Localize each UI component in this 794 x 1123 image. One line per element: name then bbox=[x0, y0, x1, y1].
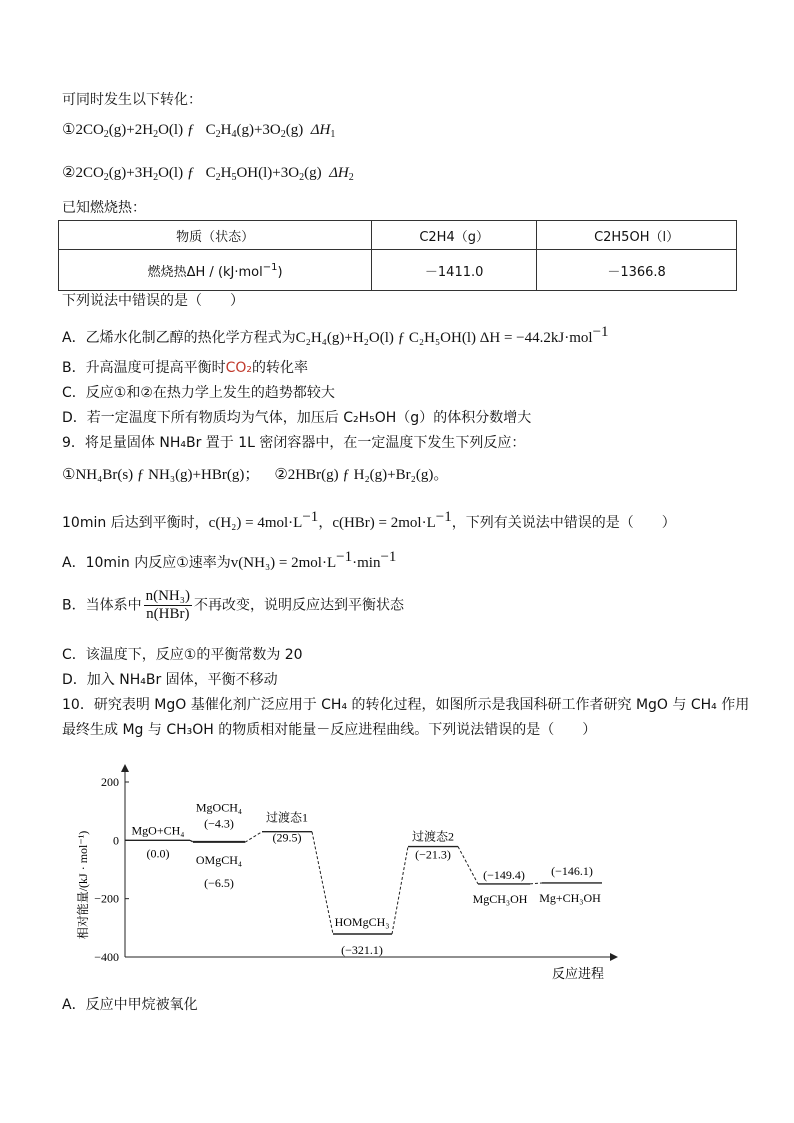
table-header-cell: C2H5OH（l） bbox=[537, 221, 737, 250]
y-tick-label: −400 bbox=[94, 950, 119, 964]
table-cell: －1411.0 bbox=[372, 250, 537, 291]
state-label: MgOCH₄ bbox=[195, 800, 243, 815]
energy-connector bbox=[530, 883, 542, 884]
energy-connector bbox=[392, 847, 408, 934]
state-label: HOMgCH₃ bbox=[334, 914, 390, 929]
q9-option-c: C．该温度下，反应①的平衡常数为 20 bbox=[62, 647, 303, 663]
state-label: OMgCH₄ bbox=[195, 853, 243, 868]
q8-option-d: D．若一定温度下所有物质均为气体，加压后 C₂H₅OH（g）的体积分数增大 bbox=[62, 410, 532, 426]
table-header-cell: C2H4（g） bbox=[372, 221, 537, 250]
reaction-2: $②2CO_2(g)+3H_2O(l)$ ƒ $C_2H_5OH(l)+3O_2(g)$ $\Delta H_2$ bbox=[62, 165, 354, 183]
q8-option-b: B．升高温度可提高平衡时CO₂的转化率 bbox=[62, 360, 309, 376]
q9-option-a: A．10min 内反应①速率为$v(NH_3) = 2mol\cdot L^{-1}\cdot\min^{-1}$ bbox=[62, 549, 397, 571]
y-axis-arrow bbox=[121, 764, 129, 772]
state-value-label: (−21.3) bbox=[415, 847, 451, 862]
q9-stem: 9．将足量固体 NH₄Br 置于 1L 密闭容器中，在一定温度下发生下列反应： bbox=[62, 435, 526, 451]
state-label: MgCH₃OH bbox=[472, 891, 528, 906]
state-label: Mg+CH₃OH bbox=[539, 890, 601, 905]
state-value-label: (−321.1) bbox=[341, 942, 383, 957]
fraction: $\frac{\text{n(NH₃)}}{\text{n(HBr)}}$ bbox=[145, 588, 190, 622]
q10-option-a: A．反应中甲烷被氧化 bbox=[62, 997, 198, 1013]
energy-profile-chart bbox=[0, 760, 794, 1010]
q9-option-b: B．当体系中 $\frac{\text{n(NH₃)}}{\text{n(HBr)}}$ 不再改变，说明反应达到平衡状态 bbox=[62, 588, 404, 622]
table-row bbox=[59, 250, 737, 291]
energy-connector bbox=[190, 840, 193, 841]
table-header-row bbox=[59, 221, 737, 250]
state-value-label: (−149.4) bbox=[483, 867, 525, 882]
q9-conditions: 10min 后达到平衡时，$c(H_2) = 4mol\cdot L^{-1}$，$c(HBr) = 2mol\cdot L^{-1}$，下列有关说法中错误的是（ ） bbox=[62, 509, 676, 531]
intro-text: 可同时发生以下转化： bbox=[62, 92, 202, 108]
q9-option-d: D．加入 NH₄Br 固体，平衡不移动 bbox=[62, 672, 278, 688]
state-label: 过渡态2 bbox=[411, 829, 455, 844]
y-axis-label: 相对能量/(kJ · mol⁻¹) bbox=[76, 830, 90, 940]
q10-stem-line2: 最终生成 Mg 与 CH₃OH 的物质相对能量－反应进程曲线。下列说法错误的是（ ） bbox=[62, 722, 597, 738]
known-heading: 已知燃烧热： bbox=[62, 200, 146, 216]
table-row-label: 燃烧热ΔH / (kJ·mol$^{-1}$) bbox=[59, 250, 372, 291]
q9-equations: ①NH₄Br(s) ƒ NH₃(g)+HBr(g)； ②2HBr(g) ƒ H₂(g)+Br₂(g)。 bbox=[62, 467, 449, 483]
x-axis-arrow bbox=[610, 953, 618, 961]
state-value-label: (−146.1) bbox=[551, 863, 593, 878]
state-value-label: (0.0) bbox=[146, 846, 170, 861]
y-tick-label: 0 bbox=[113, 833, 119, 848]
state-label: 过渡态1 bbox=[265, 810, 309, 825]
x-axis-label: 反应进程 bbox=[552, 966, 605, 981]
state-value-label: (−4.3) bbox=[204, 816, 234, 831]
combustion-heat-table bbox=[58, 220, 737, 291]
y-tick-label: −200 bbox=[94, 891, 119, 906]
q10-stem-line1: 10．研究表明 MgO 基催化剂广泛应用于 CH₄ 的转化过程，如图所示是我国科研工作者研究 MgO 与 CH₄ 作用 bbox=[62, 697, 750, 713]
q8-stem: 下列说法中错误的是（ ） bbox=[62, 293, 244, 309]
energy-connector bbox=[458, 847, 478, 884]
energy-connector bbox=[312, 832, 333, 934]
table-header-cell: 物质（状态） bbox=[59, 221, 372, 250]
table-cell: －1366.8 bbox=[537, 250, 737, 291]
energy-connector bbox=[245, 832, 262, 843]
q8-option-c: C．反应①和②在热力学上发生的趋势都较大 bbox=[62, 385, 335, 401]
state-label: MgO+CH₄ bbox=[131, 823, 185, 838]
reaction-1: $①2CO_2(g)+2H_2O(l)$ ƒ $C_2H_4(g)+3O_2(g)$ $\Delta H_1$ bbox=[62, 122, 336, 140]
state-value-label: (−6.5) bbox=[204, 876, 234, 891]
state-value-label: (29.5) bbox=[272, 830, 302, 845]
q8-option-a: A．乙烯水化制乙醇的热化学方程式为C₂H₄(g)+H₂O(l) ƒ C₂H₅OH(l) ΔH = −44.2kJ·mol$^{-1}$ bbox=[62, 324, 609, 346]
y-tick-label: 200 bbox=[101, 775, 119, 789]
